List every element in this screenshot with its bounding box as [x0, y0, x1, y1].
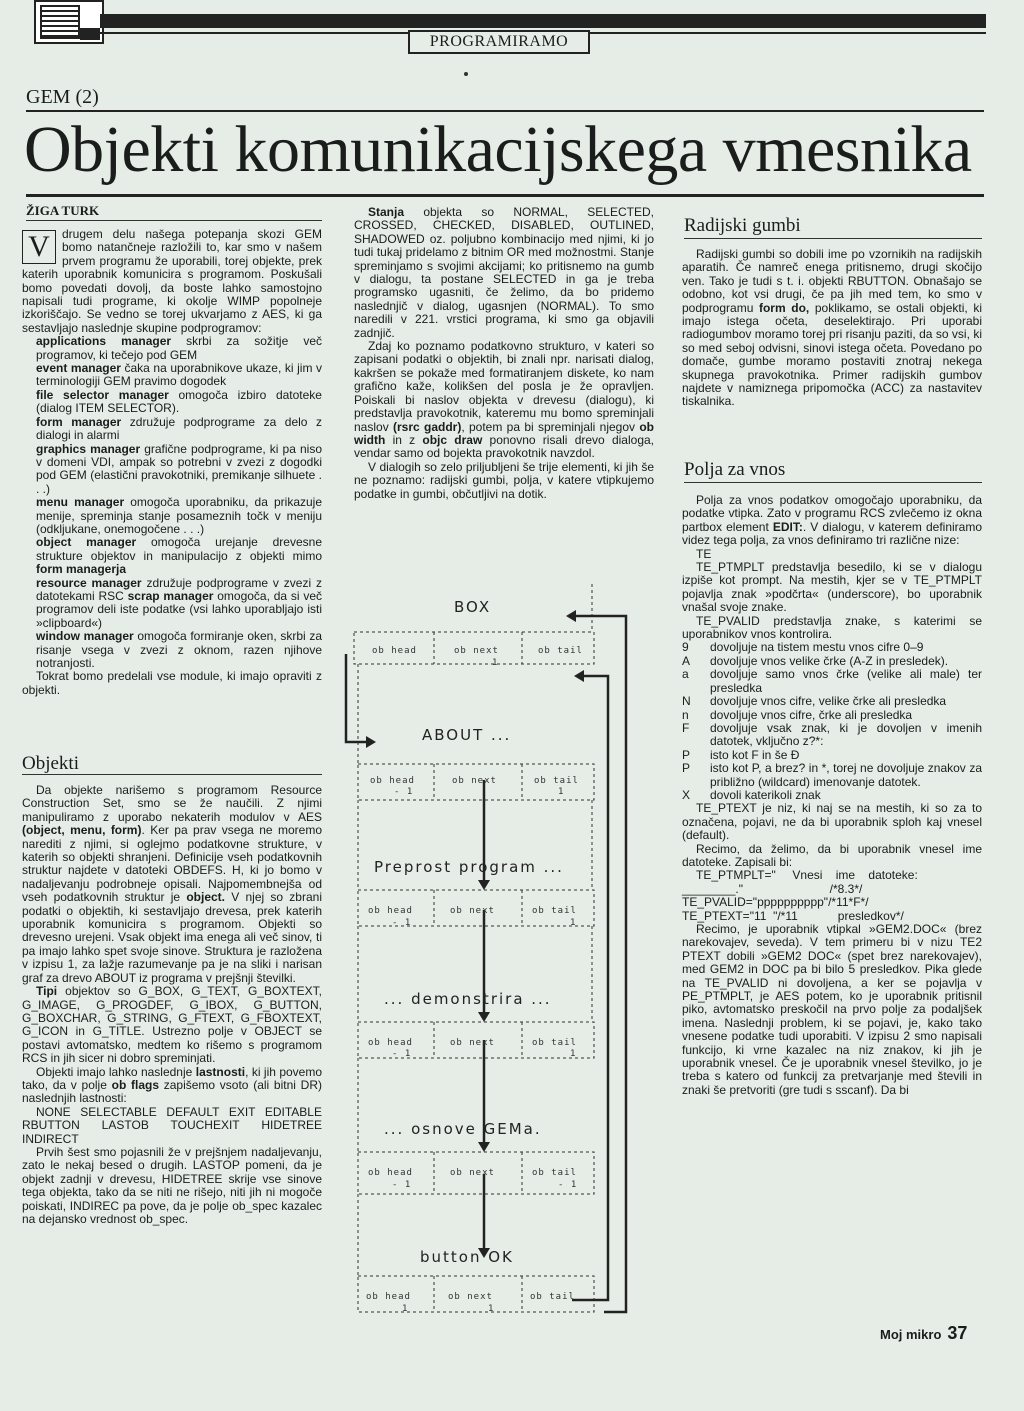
- node-title: ... osnove GEMa.: [384, 1120, 542, 1138]
- list-item: menu manager omogoča uporabniku, da prikazuje menije, spreminja stanje posameznih točk v meniju (odkljukane, onemogočene . . .): [36, 495, 323, 536]
- paragraph: TE_PTMPLT predstavlja besedilo, ki se v dialogu izpiše kot prompt. Na mestih, kjer se v TE_PTMPLT pojavlja znak »podčrta« (underscore), bo uporabnik vnašal svoje znake.: [682, 560, 982, 615]
- list-item: X dovoli katerikoli znak: [682, 787, 821, 802]
- ob-head-label: ob head: [368, 1038, 413, 1048]
- subheading-rule: [684, 238, 982, 239]
- ob-next-value: 1: [492, 658, 499, 668]
- ob-head-label: ob head: [372, 646, 417, 656]
- paragraph: Zdaj ko poznamo podatkovno strukturo, v kateri so zapisani podatki o objektih, bi znali npr. narisati dialog, kakršen se pokaže med formatiranjem diskete, ko nam grafično kaže, kolikšen del posla je že opravljen. Poiskali bi naslov objekta v drevesu (dialogu), ki predstavlja pravokotnik, kateremu mu bomo spreminjali naslov (rsrc gaddr), potem pa bi spreminjali njegov ob width in z objc draw ponovno risali drevo dialoga, vendar samo od bojekta pravokotnik navzdol.: [354, 339, 654, 461]
- code-line: TE_PTEXT="11 "/*11 presledkov*/: [682, 908, 904, 923]
- object-tree-diagram: [336, 584, 636, 1324]
- page-number: 37: [947, 1323, 968, 1343]
- ob-tail-label: ob tail: [534, 776, 579, 786]
- decorative-dot: [464, 72, 468, 76]
- title-rule-bottom: [26, 194, 984, 197]
- byline-rule: [26, 220, 322, 221]
- list-item: form manager združuje podprograme za delo z dialogi in alarmi: [36, 414, 322, 443]
- ob-head-value: - 1: [394, 787, 414, 797]
- node-title: button OK: [420, 1248, 514, 1266]
- ob-tail-value: - 1: [558, 1180, 578, 1190]
- list-item: F dovoljuje vsak znak, ki je dovoljen v imenih datotek, vključno z?*:: [682, 720, 982, 749]
- subheading-objekti: Objekti: [22, 753, 79, 774]
- node-title: BOX: [454, 598, 492, 616]
- ob-next-label: ob next: [448, 1292, 493, 1302]
- list-item: object manager omogoča urejanje drevesne strukture objektov in manipulacijo z objekti mimo form managerja: [36, 535, 322, 577]
- ob-tail-value: 1: [558, 787, 565, 797]
- subheading-rule: [684, 482, 982, 483]
- paragraph: Tipi objektov so G_BOX, G_TEXT, G_BOXTEXT, G_IMAGE, G_PROGDEF, G_IBOX, G_BUTTON, G_BOXCHAR, G_STRING, G_FTEXT, G_FBOXTEXT, G_ICON in G_TITLE. Ustrezno polje v OBJECT se postavi avtomatsko, medtem ko rišemo s programom RCS in jih sicer ni dobro spreminjati.: [22, 984, 322, 1066]
- intro-paragraph: drugem delu našega potepanja skozi GEM bomo natančneje razložili to, kar smo v našem prvem programu že uporabili, torej objekte, prek katerih uporabnik komunicira s programom. Poskušali bomo povedati dovolj, da boste lahko samostojno napisali tudi programe, ki okolje WIMP popolneje izkoriščajo. Se vedno se torej ukvarjamo z AES, ki ga sestavljajo naslednje skupine podprogramov:: [22, 227, 322, 335]
- list-item: a dovoljuje samo vnos črke (velike ali male) ter presledka: [682, 667, 982, 695]
- ob-next-label: ob next: [450, 906, 495, 916]
- paragraph: TE_PTEXT je niz, ki naj se na mestih, ki so za to označena, pojavi, ne da bi uporabnik sploh kaj vnesel (default).: [682, 801, 982, 843]
- subheading-radijski-gumbi: Radijski gumbi: [684, 215, 801, 236]
- ob-head-value: 1: [402, 1304, 409, 1314]
- ob-tail-label: ob tail: [532, 906, 577, 916]
- list-item: graphics manager grafične podprograme, ki pa niso v domeni VDI, ampak so potrebni v zvezi z dogodki pod GEM (elastični pravokotniki, premikanje silhuete . . .): [36, 441, 322, 496]
- header-bar: [100, 14, 986, 28]
- list-item: resource manager združuje podprograme v zvezi z datotekami RSC scrap manager omogoča, da si več programov deli iste podatke (vsi lahko uporabljajo isti »clipboard«): [36, 575, 322, 630]
- drop-cap: V: [22, 230, 56, 264]
- paragraph: Recimo, je uporabnik vtipkal »GEM2.DOC« (brez narekovajev, seveda). V tem primeru bi v nizu TE2 PTEXT dobili »GEM2 DOC« (spet brez narekovajev), med GEM2 in DOC pa bi bilo 5 presledkov. Pika glede na TE_PVALID ni dovoljena, a ker se pojavlja v PE_PTMPLT, je AES potem, ko je uporabnik pritisnil piko, avtomatsko preskočil na prvo polje za podaljšek imena. Naslednji problem, ki se pojavi, je, kako tako vnesene podatke tudi uporabiti. V izpisu 2 smo napisali funkcijo, ki vrne kazalec na niz znakov, ki jih je uporabnik vnesel. Če je uporabnik vnesel številko, jo je treba s katero od funkcij za pretvarjanje med števili in znaki še pretvoriti (gre tudi s sscanf). Da bi: [682, 922, 982, 1097]
- list-item: P isto kot F in še Đ: [682, 747, 800, 762]
- ob-tail-value: 1: [570, 918, 577, 928]
- computer-icon: [34, 0, 104, 44]
- ob-tail-label: ob tail: [538, 646, 583, 656]
- paragraph: Stanja objekta so NORMAL, SELECTED, CROSSED, CHECKED, DISABLED, OUTLINED, SHADOWED oz. poljubno kombinacijo med njimi, ki jo tudi tukaj pridelamo z bitnim OR med možnostmi. Stanje spreminjamo s svojimi akcijami; ko pritisnemo na gumb v dialogu, ta postane SELECTED in ga je treba programsko ugasniti, če želimo, da bo pridemo naslednjič v dialog, ugasnjen (NORMAL). To smo naredili v 221. vrstici programa, ki smo ga objavili zadnjič.: [354, 205, 654, 340]
- ob-head-value: - 1: [392, 918, 412, 928]
- paragraph: Da objekte narišemo s programom Resource Construction Set, smo se že naučili. Z njimi manipuliramo z uporabo nekaterih modulov v AES (object, menu, form). Ker pa prav vsega ne moremo narediti z njimi, si oglejmo podatkovne strukture, v katerih so objekti shranjeni. Definicije vseh podatkovnih struktur najdete v datoteki OBDEFS. H, ki jo bomo v nadaljevanju podrobneje opisali. Najpomembnejša od vseh podatkovnih struktur je object. V njej so zbrani podatki o objektih, ki sestavljajo drevesa, prek katerih uporabnik komunicira s programom. Objekti so drevesno urejeni. Vsak objekt ima enega ali več sinov, ti pa imajo lahko spet svoje sinove. Struktura je razložena v izpisu 1, za lažje razumevanje pa je na sliki i narisan graf za drevo ABOUT iz programa v prejšnji številki.: [22, 783, 322, 985]
- ob-head-label: ob head: [368, 1168, 413, 1178]
- ob-tail-label: ob tail: [532, 1038, 577, 1048]
- subheading-rule: [22, 774, 322, 775]
- magazine-name: Moj mikro: [880, 1327, 942, 1342]
- paragraph: Recimo, da želimo, da bi uporabnik vnesel ime datoteke. Zapisali bi:: [682, 841, 982, 869]
- code-line: ________." /*8.3*/: [682, 881, 863, 896]
- column-3-lower: [682, 494, 982, 1097]
- paragraph: Polja za vnos podatkov omogočajo uporabniku, da podatke vtipka. Zato v programu RCS zvlečemo iz okna partbox element EDIT:. V dialogu, v katerem definiramo videz tega polja, za vnos definiramo tri različne nize:: [682, 493, 982, 548]
- tree-graph: [336, 584, 636, 1324]
- ob-next-label: ob next: [450, 1038, 495, 1048]
- list-item: 9 dovoljuje na tistem mestu vnos cifre 0–9: [682, 640, 924, 655]
- paragraph: TE: [696, 546, 712, 561]
- list-item: event manager čaka na uporabnikove ukaze, ki jim v terminologiji GEM pravimo dogodek: [36, 361, 322, 389]
- node-title: ABOUT ...: [422, 726, 512, 744]
- column-1: [22, 228, 322, 697]
- page-footer: [880, 1323, 967, 1344]
- node-title: Preprost program ...: [374, 858, 564, 876]
- column-1-lower: [22, 784, 322, 1226]
- paragraph: V dialogih so zelo priljubljeni še trije elementi, ki jih še ne poznamo: radijski gumbi, polja, v katere vtipkujemo podatke in gumbi, občutljivi na dotik.: [354, 459, 654, 501]
- paragraph: Radijski gumbi so dobili ime po vzornikih na radijskih aparatih. Če namreč enega pritisnemo, drugi skočijo ven. Tako je tudi s t. i. objekti RBUTTON. Obnašajo se odobno, kot vsi drugi, če pa jih med tem, ko smo v podprogramu form do, poklikamo, se ostali objekti, ki imajo istega očeta, deselektirajo. Pri uporabi radiogumbov moramo torej pri risanju paziti, da so vsi, ki so med seboj odvisni, sinovi istega očeta. Povedano po domače, gumbe moramo postaviti znotraj nekega skupnega pravokotnika. Primer radijskih gumbov najdete v namiznega pripomočka (ACC) za nastavitev tiskalnika.: [682, 247, 982, 409]
- column-2: [354, 206, 654, 501]
- ob-next-label: ob next: [454, 646, 499, 656]
- subheading-polja-za-vnos: Polja za vnos: [684, 459, 786, 480]
- ob-next-label: ob next: [450, 1168, 495, 1178]
- ob-head-value: - 1: [392, 1180, 412, 1190]
- ob-head-value: - 1: [392, 1049, 412, 1059]
- paragraph: Objekti imajo lahko naslednje lastnosti, ki jih povemo tako, da v polje ob flags zapišemo vsoto (ali bitni DR) naslednjih lastnosti:: [22, 1064, 323, 1106]
- ob-head-label: ob head: [366, 1292, 411, 1302]
- ob-next-label: ob next: [452, 776, 497, 786]
- series-label: GEM (2): [26, 86, 99, 108]
- author-byline: ŽIGA TURK: [26, 203, 100, 218]
- ob-tail-label: ob tail: [532, 1168, 577, 1178]
- outro-paragraph: Tokrat bomo predelali vse module, ki imajo opraviti z objekti.: [22, 669, 322, 697]
- list-item: file selector manager omogoča izbiro datoteke (dialog ITEM SELECTOR).: [36, 387, 322, 416]
- ob-tail-label: ob tail: [530, 1292, 575, 1302]
- ob-next-value: 1: [488, 1304, 495, 1314]
- ob-tail-value: 1: [570, 1049, 577, 1059]
- page-title: Objekti komunikacijskega vmesnika: [24, 113, 972, 186]
- list-item: applications manager skrbi za sožitje več programov, ki tečejo pod GEM: [36, 334, 322, 362]
- paragraph: TE_PVALID predstavlja znake, s katerimi se uporabnikov vnos kontrolira.: [682, 613, 982, 642]
- list-item: n dovoljuje vnos cifre, črke ali presledka: [682, 707, 913, 722]
- ob-head-label: ob head: [370, 776, 415, 786]
- list-item: N dovoljuje vnos cifre, velike črke ali presledka: [682, 694, 947, 709]
- ob-head-label: ob head: [368, 906, 413, 916]
- paragraph: Prvih šest smo pojasnili že v prejšnjem nadaljevanju, zato le nekaj besed o drugih. LASTOP pomeni, da je objekt zadnji v drevesu, HIDETREE skrije vse sinove tega objekta, tako da se niti ne rišejo, niti jih ni mogoče poiskati, INDIREC pa pove, da je polje ob_spec kazalec na dejansko vrednost ob_spec.: [22, 1144, 322, 1226]
- code-line: TE_PVALID="pppppppppp"/*11*F*/: [682, 895, 869, 910]
- node-title: ... demonstrira ...: [384, 990, 552, 1008]
- section-label: PROGRAMIRAMO: [408, 30, 590, 54]
- paragraph: NONE SELECTABLE DEFAULT EXIT EDITABLE RBUTTON LASTOB TOUCHEXIT HIDETREE INDIRECT: [22, 1104, 322, 1146]
- title-rule-top: [26, 110, 984, 112]
- list-item: P isto kot P, a brez? in *, torej ne dovoljuje znakov za približno (wildcard) imenovanje datotek.: [682, 761, 982, 789]
- list-item: A dovoljuje vnos velike črke (A-Z in presledek).: [682, 653, 949, 668]
- list-item: window manager omogoča formiranje oken, skrbi za risanje vsega v zvezi z oknom, razen njihove notranjosti.: [36, 629, 322, 670]
- code-line: TE_PTMPLT=" Vnesi ime datoteke:: [696, 868, 918, 883]
- column-3-upper: [682, 248, 982, 409]
